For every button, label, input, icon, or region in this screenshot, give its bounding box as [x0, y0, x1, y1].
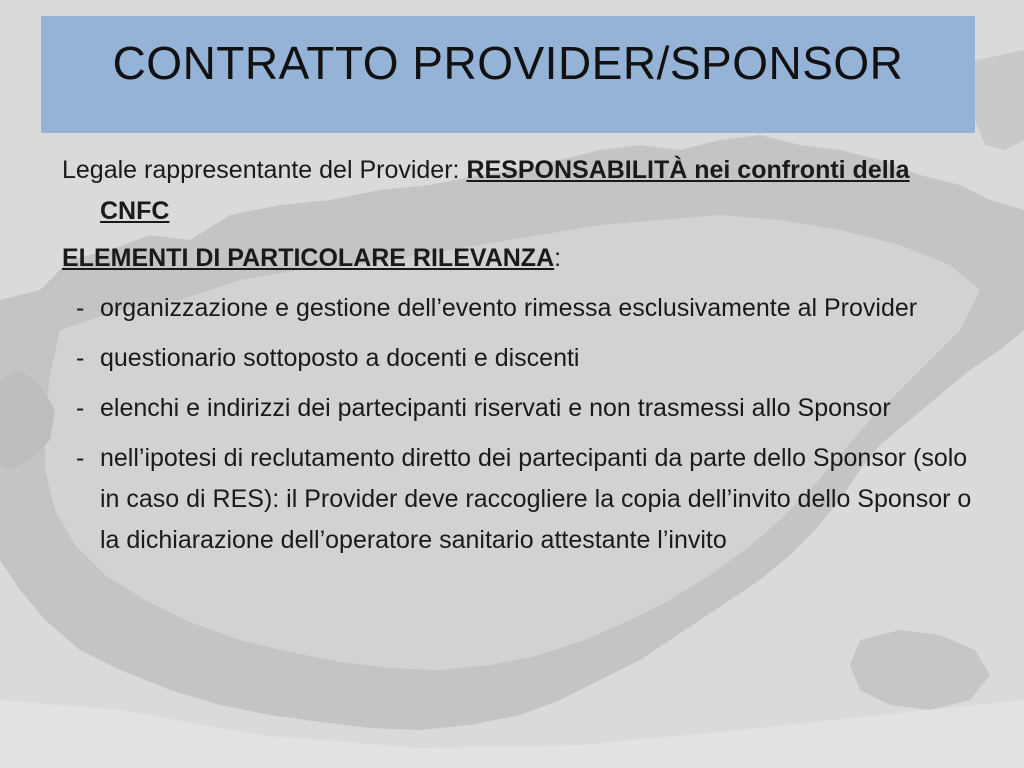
list-item-text: elenchi e indirizzi dei partecipanti riservati e non trasmessi allo Sponsor	[100, 394, 891, 422]
list-item	[62, 438, 982, 561]
title-bar	[41, 16, 975, 133]
list-item	[62, 388, 982, 429]
list-item-text: organizzazione e gestione dell’evento rimessa esclusivamente al Provider	[100, 294, 918, 322]
bullet-dash: -	[76, 444, 85, 472]
intro-paragraph	[62, 150, 982, 232]
list-item-text: questionario sottoposto a docenti e discenti	[100, 344, 580, 372]
section-heading-suffix: :	[554, 244, 562, 272]
slide-body	[62, 150, 982, 570]
bullet-dash: -	[76, 394, 85, 422]
list-item	[62, 288, 982, 329]
list-item-text: nell’ipotesi di reclutamento diretto dei partecipanti da parte dello Sponsor (solo in caso di RES): il Provider deve raccogliere la copia dell’invito dello Sponsor o la dichiarazione dell’operatore sanitario attestante l’invito	[100, 444, 972, 554]
section-heading-text: ELEMENTI DI PARTICOLARE RILEVANZA	[62, 244, 555, 272]
section-heading	[62, 238, 982, 279]
intro-emphasis: RESPONSABILITÀ nei confronti della CNFC	[100, 156, 910, 225]
slide-title: CONTRATTO PROVIDER/SPONSOR	[112, 37, 904, 89]
bullet-dash: -	[76, 344, 85, 372]
list-item	[62, 338, 982, 379]
intro-prefix: Legale rappresentante del Provider:	[62, 156, 467, 184]
bullet-dash: -	[76, 294, 85, 322]
